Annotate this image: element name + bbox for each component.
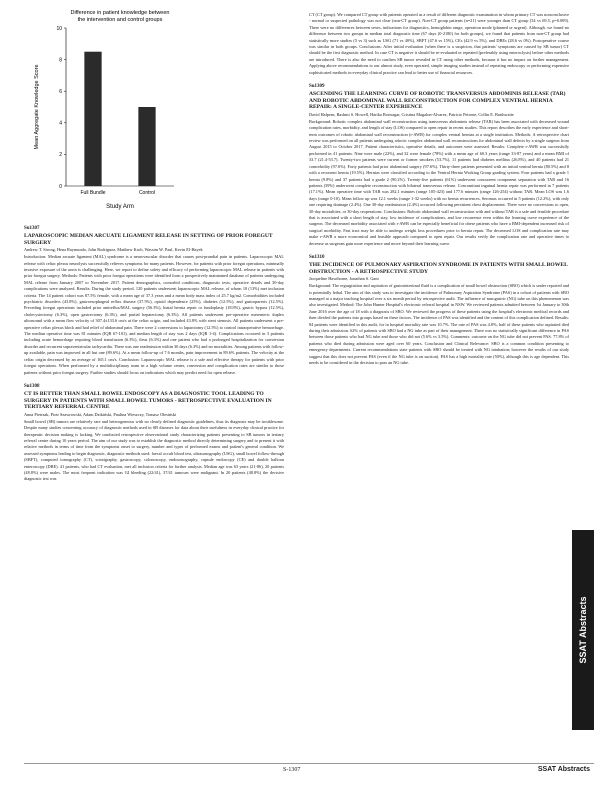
bar bbox=[84, 52, 101, 186]
abstract-id: Su1308 bbox=[24, 383, 40, 389]
abstract-authors: Andrew T. Strong, Hena Raymundo, John Rodriguez, Matthew Kroh, Wassim W. Paul, Kevin El-Hayek bbox=[24, 247, 203, 253]
abstract-title: CT IS BETTER THAN SMALL BOWEL ENDOSCOPY AS A DIAGNOSTIC TOOL LEADING TO SURGERY IN PATIENTS WITH SMALL BOWEL TUMORS - RETROSPECTIVE EVALUATION IN TERTIARY REFERRAL CENTRE bbox=[24, 390, 272, 411]
abstract-body: Background: The regurgitation and aspiration of gastrointestinal fluid is a complication of small bowel obstruction (SBO) which is under reported and is potentially lethal. The aim of this study was to investigate the incidence of Pulmonary Aspiration Syndrome (PAS) in a cohort of patients with SBO managed at a major teaching hospital over a six month period by retrospective audit. The influence of nasogastric (NG) tube on this phenomenon was also investigated. Method: The John Hunter Hospital's electronic referral hospital in NSW. We reviewed patients admitted between 1st January to 30th June 2016 over the age of 18 with a diagnosis of SBO. We reviewed the progress of these patients using the hospital's electronic medical records and then divided the patients into groups based on these factors. The incidence of PAS was identified and the content of this complication defined. Results: 84 patients were identified in this audit, for in hospital mortality rate was 10.7%. The rate of PAS was 4.8%; half of these patients who aspirated died during their admission. 62% of patients with SBO had a NG tube as part of their management. There was no statistically significant difference in PAS between those patients who had NG tube and those who did not (5.6% vs 3.5%). Comments: outcome on the NG tube did not prevent PAS. 77.8% of patients who died during admission were aged over 60 years. Conclusion and Clinical Relevance: SBO is a common condition presenting to emergency departments. Current recommendations state patients with SBO should be treated with NG intubation; however the results of our study suggest that this does not prevent PAS (even if the NG tube is on suction). PAS has a high mortality rate (50%), although this is age dependent. This needs to be considered in the decision to pass an NG tube. bbox=[309, 283, 569, 366]
journal-name: SSAT Abstracts bbox=[537, 766, 590, 773]
y-tick-label: 10 bbox=[56, 25, 62, 32]
x-tick-label: Full Bundle bbox=[80, 190, 106, 196]
y-tick-label: 6 bbox=[59, 89, 62, 95]
figure-chart bbox=[24, 6, 184, 221]
abstract-authors: Jacqueline Hawthorne, Jonathan S. Gani bbox=[309, 276, 379, 282]
right-column bbox=[309, 12, 569, 366]
bar-chart bbox=[24, 6, 184, 221]
abstract-title: ASCENDING THE LEARNING CURVE OF ROBOTIC TRANSVERSUS ABDOMINIS RELEASE (TAR) AND ROBOTIC ABDOMINAL WALL RECONSTRUCTION FOR COMPLEX VENTRAL HERNIA REPAIR: A SINGLE-CENTER EXPERIENCE bbox=[309, 91, 566, 111]
y-tick-label: 2 bbox=[59, 152, 62, 159]
abstract-authors: Anna Pietrzak, Piotr Szawrowski, Adam Dzikiński, Paulina Wieszczy, Tomasz Olesiński bbox=[24, 411, 177, 417]
bar bbox=[138, 107, 155, 186]
abstract-body: Introduction: Median arcuate ligament (MAL) syndrome is a neurovascular disorder that causes post-prandial pain in patients. Laparoscopic MAL release with celiac plexus neurolysis successfully relieves symptoms for many patients. However, for patients with prior foregut operations, minimally invasive exposure of the aorta is challenging. Here, we report to define safety and efficacy of performing laparoscopic MAL release in patients with prior foregut surgery. Methods: Patients with prior foregut operations were identified from a prospectively maintained database of patients undergoing MAL release from January 2007 to November 2017. Patient demographics, comorbid conditions, diagnostic tests, operative details and 30-day complications were analyzed. Results: During the study period, 120 patients underwent laparoscopic MAL release, of whom 10 (13%) met inclusion criteria. The 14 patient cohort was 87.5% female, with a mean age of 37.3 years and a mean body mass index of 25.7 kg/m2. Comorbidities included psychiatric disorders (43.8%), gastroesophageal reflux disease (37.5%), opioid dependence (25%), diabetes (12.5%), and gastroparesis (12.5%). Preceding foregut operations included prior antireflux/MAL surgery (56.3%), hiatal hernia repair or fundoplasty (18.8%), gastric bypass (12.5%), cholecystectomy (6.3%), open gastrectomy (6.3%), and partial hepatectomy (6.3%). All patients underwent pre-operative mesenteric duplex ultrasound with a mean flow velocity of 307.4±133.6 cm/s at the celiac origin, and included 43.8% with stent stenosis. All patients underwent a pre-operative celiac plexus block and had relief of abdominal pain. There were 2 conversions to laparotomy (12.5%) to control intraoperative hemorrhage. The median operative time was 81 minutes (IQR 67-101), and median length of stay was 2 days (IQR 1-4). Complications occurred in 3 patients including acute hemorrhage requiring blood transfusion (6.3%), ileus (6.3%) and one patient who had a prolonged hospitalization for conversion disorder and recurrent supraventricular tachycardia. There was one readmission within 30 days (6.3%) and no mortalities. Among patients with follow-up available, pain was improved in all but one (89.6%). At a mean follow-up of 7.6 months, pain improvement in 89.6% patients. The velocity at the celiac origin decreased by an average of 165.1 cm/s. Conclusion: Laparoscopic MAL release is a safe and effective therapy for patients with prior foregut operations. When performed by a multidisciplinary team in a high volume center, conversion and complication rates are similar to those patients without prior foregut surgery. Further studies should focus on indications which may predict need for open release. bbox=[24, 254, 284, 375]
abstract-id: Su1309 bbox=[309, 84, 325, 90]
section-side-tab bbox=[572, 530, 594, 730]
abstract-title: LAPAROSCOPIC MEDIAN ARCUATE LIGAMENT RELEASE IN SETTING OF PRIOR FOREGUT SURGERY bbox=[24, 233, 273, 246]
abstract-authors: David Halpern, Rashmi S. Howell, Harika Borisagar, Cristina Magalon-Alvarez, Patricio Petrone, Collin E. Brathwaite bbox=[309, 111, 514, 117]
y-tick-label: 4 bbox=[59, 120, 62, 127]
footer-divider bbox=[24, 763, 594, 764]
x-tick-label: Control bbox=[138, 190, 156, 196]
chart-title-line1: Difference in patient knowledge between bbox=[70, 10, 170, 16]
abstract-id: Su1310 bbox=[309, 254, 325, 260]
y-axis-label: Mean Aggregate Knowledge Score bbox=[34, 64, 40, 150]
page-number: S-1307 bbox=[283, 767, 301, 773]
abstract-body: Background: Robotic complex abdominal wall reconstruction using transversus abdominis release (TAR) has been associated with decreased wound complication rates, morbidity, and length of stay (LOS) compared to open repair in recent studies. This report describes the early experience and short-term outcomes of robotic abdominal wall reconstruction (r-AWR) for complex ventral hernias at a single institution. Methods: A retrospective chart review was performed on all patients undergoing robotic complex abdominal wall reconstructions for abdominal wall defects by a single surgeon from August 2015 to October 2017. Patient characteristics, operative details, and outcomes were assessed. Results: Complete r-AWR was successfully performed in 41 patients. Nine were male (22%), and 32 were female (78%) with a mean age of 60.3 years (range 33-87 years) and a mean BMI of 33.7 (21.4-53.7). Twenty-two patients were current or former smokers (53.7%), 11 patients had diabetes mellitus (26.8%), and 40 patients had 21 comorbidity (97.6%). Forty patients had prior abdominal surgery (97.6%). Thirty-three patients presented with an initial ventral hernia (80.5%) and 8 with a recurrent hernia (19.5%). Hernias were classified according to the Ventral Hernia Working Group grading system. Four patients had a grade 1 hernia (9.8%) and 37 patients had a grade 2 (90.2%). Twenty-five patients (61%) underwent concurrent component separation with TAR and 16 patients (39%) underwent complete reconstruction with bilateral transversus release. Concomitant inguinal hernia repair was performed in 7 patients (17.1%). Mean operative time with TAR was 282.1 minutes (range 105-423) and 177.6 minutes (range 126-254) without TAR. Mean LOS was 1.6 days (range 0-10). Mean follow up was 12.1 weeks (range 1-32 weeks) with no hernia recurrences. Seromas occurred in 5 patients (12.2%), with only one requiring drainage (2.4%). One 30-day readmission (2.4%) occurred following persistent chest displacement. There were no conversions to open, 30-day mortalities, or 30-day reoperations. Conclusions: Robotic abdominal wall reconstruction with and without TAR is a safe and feasible procedure that is associated with a short length of stay, low incidence of complications, and low recurrence even within the learning curve experience of the surgeon. The decreased morbidity associated with r-AWR can be especially beneficial for obese patients who have a BMI-dependent increased risk of surgical morbidity. Fast tract may be able to undergo weight loss procedures prior to hernia repair. The decreased LOS and complication rate may make r-AWR a more economical and feasible approach compared to open repair. Our results verify the complication rate and operative times to decrease as surgeons gain more experience and move beyond their learning curve. bbox=[309, 118, 569, 246]
abstract-id: Su1307 bbox=[24, 226, 40, 231]
abstract-body-continued: CT (CT group). We compared CT group with patients operated as a result of different diagnostic examination in whom primary CT was nonconclusive - normal or suspected pathology was not clear (non-CT group). Non-CT group patients (n=21) were younger than CT group (54 vs 69.5, p=0.009). There were no differences between sexes, indications for diagnostics, hemoglobin range, operation mode (planned or urgent). Although, we found no difference between two groups in median total diagnostic time (67 days (0-2180) for both groups), we found that patients from non-CT group had statistically more studies (5 vs 3) such as USG (71 vs 40%), SBFT (47.6 vs 15%), CEs (42.9 vs 5%), and DBEs (28.6 vs 0%). Postoperative course was similar in both groups. Conclusions: After initial evaluation (when there is a suspicion, that patients' symptoms are caused by SB tumor) CT should be the first diagnostic method. In case CT is negative it should be re-evaluated or repeated (preferably using enteroclysis) before other methods are introduced. There is also the need to confirm SB tumor revealed in CT using other methods, because it has no impact on further management. Applying above recommendations to our almost study, even operated, simple imaging studies instead of repeating endoscopy or performing expensive sophisticated methods in everyday clinical practice can lead to better use of financial resources. bbox=[309, 12, 569, 75]
chart-title-line2: the intervention and control groups bbox=[77, 17, 163, 23]
x-axis-label: Study Arm bbox=[106, 204, 134, 210]
y-tick-label: 8 bbox=[59, 57, 62, 64]
abstract-title: THE INCIDENCE OF PULMONARY ASPIRATION SYNDROME IN PATIENTS WITH SMALL BOWEL OBSTRUCTION - A RETROSPECTIVE STUDY bbox=[309, 261, 568, 275]
y-tick-label: 0 bbox=[59, 183, 62, 190]
abstract-body: Small bowel (SB) tumors are relatively rare and heterogeneous with no clearly defined diagnostic guidelines, thus its diagnosis may be troublesome. Despite many studies concerning accuracy of diagnostic methods used in SB diseases for data about their usefulness in everyday clinical practice for therapeutic decision making is lacking. We conducted retrospective observational study characterizing patients presenting to SB tumors in tertiary referral centre during 10 years period. The aim of our study was to establish the diagnostic method directly determining surgery and to present it with relative methods in terms of time from the symptoms onset to surgery, number and types of performed exams and patient's general condition. We assessed symptoms leading to begin diagnostic, diagnostic methods used: faecal occult blood test, ultrasonography (USG), small bowel follow-through (SBFT), computed tomography (CT), scintigraphy, gastroscopy, colonoscopy, endosonography, capsule endoscopy (CE) and double balloon enteroscopy (DBE). 41 patients, who had CT evaluation, met all inclusion criteria for further analysis. Median age was 63 years (21-86), 20 patients (48.8%) were males. The most frequent indication was GI bleeding (22/41), 37/41 tumours were malignant. In 20 patients (48.8%) the decisive diagnostic test was bbox=[24, 418, 284, 482]
left-column bbox=[24, 6, 284, 483]
side-tab-label: SSAT Abstracts bbox=[578, 596, 588, 664]
